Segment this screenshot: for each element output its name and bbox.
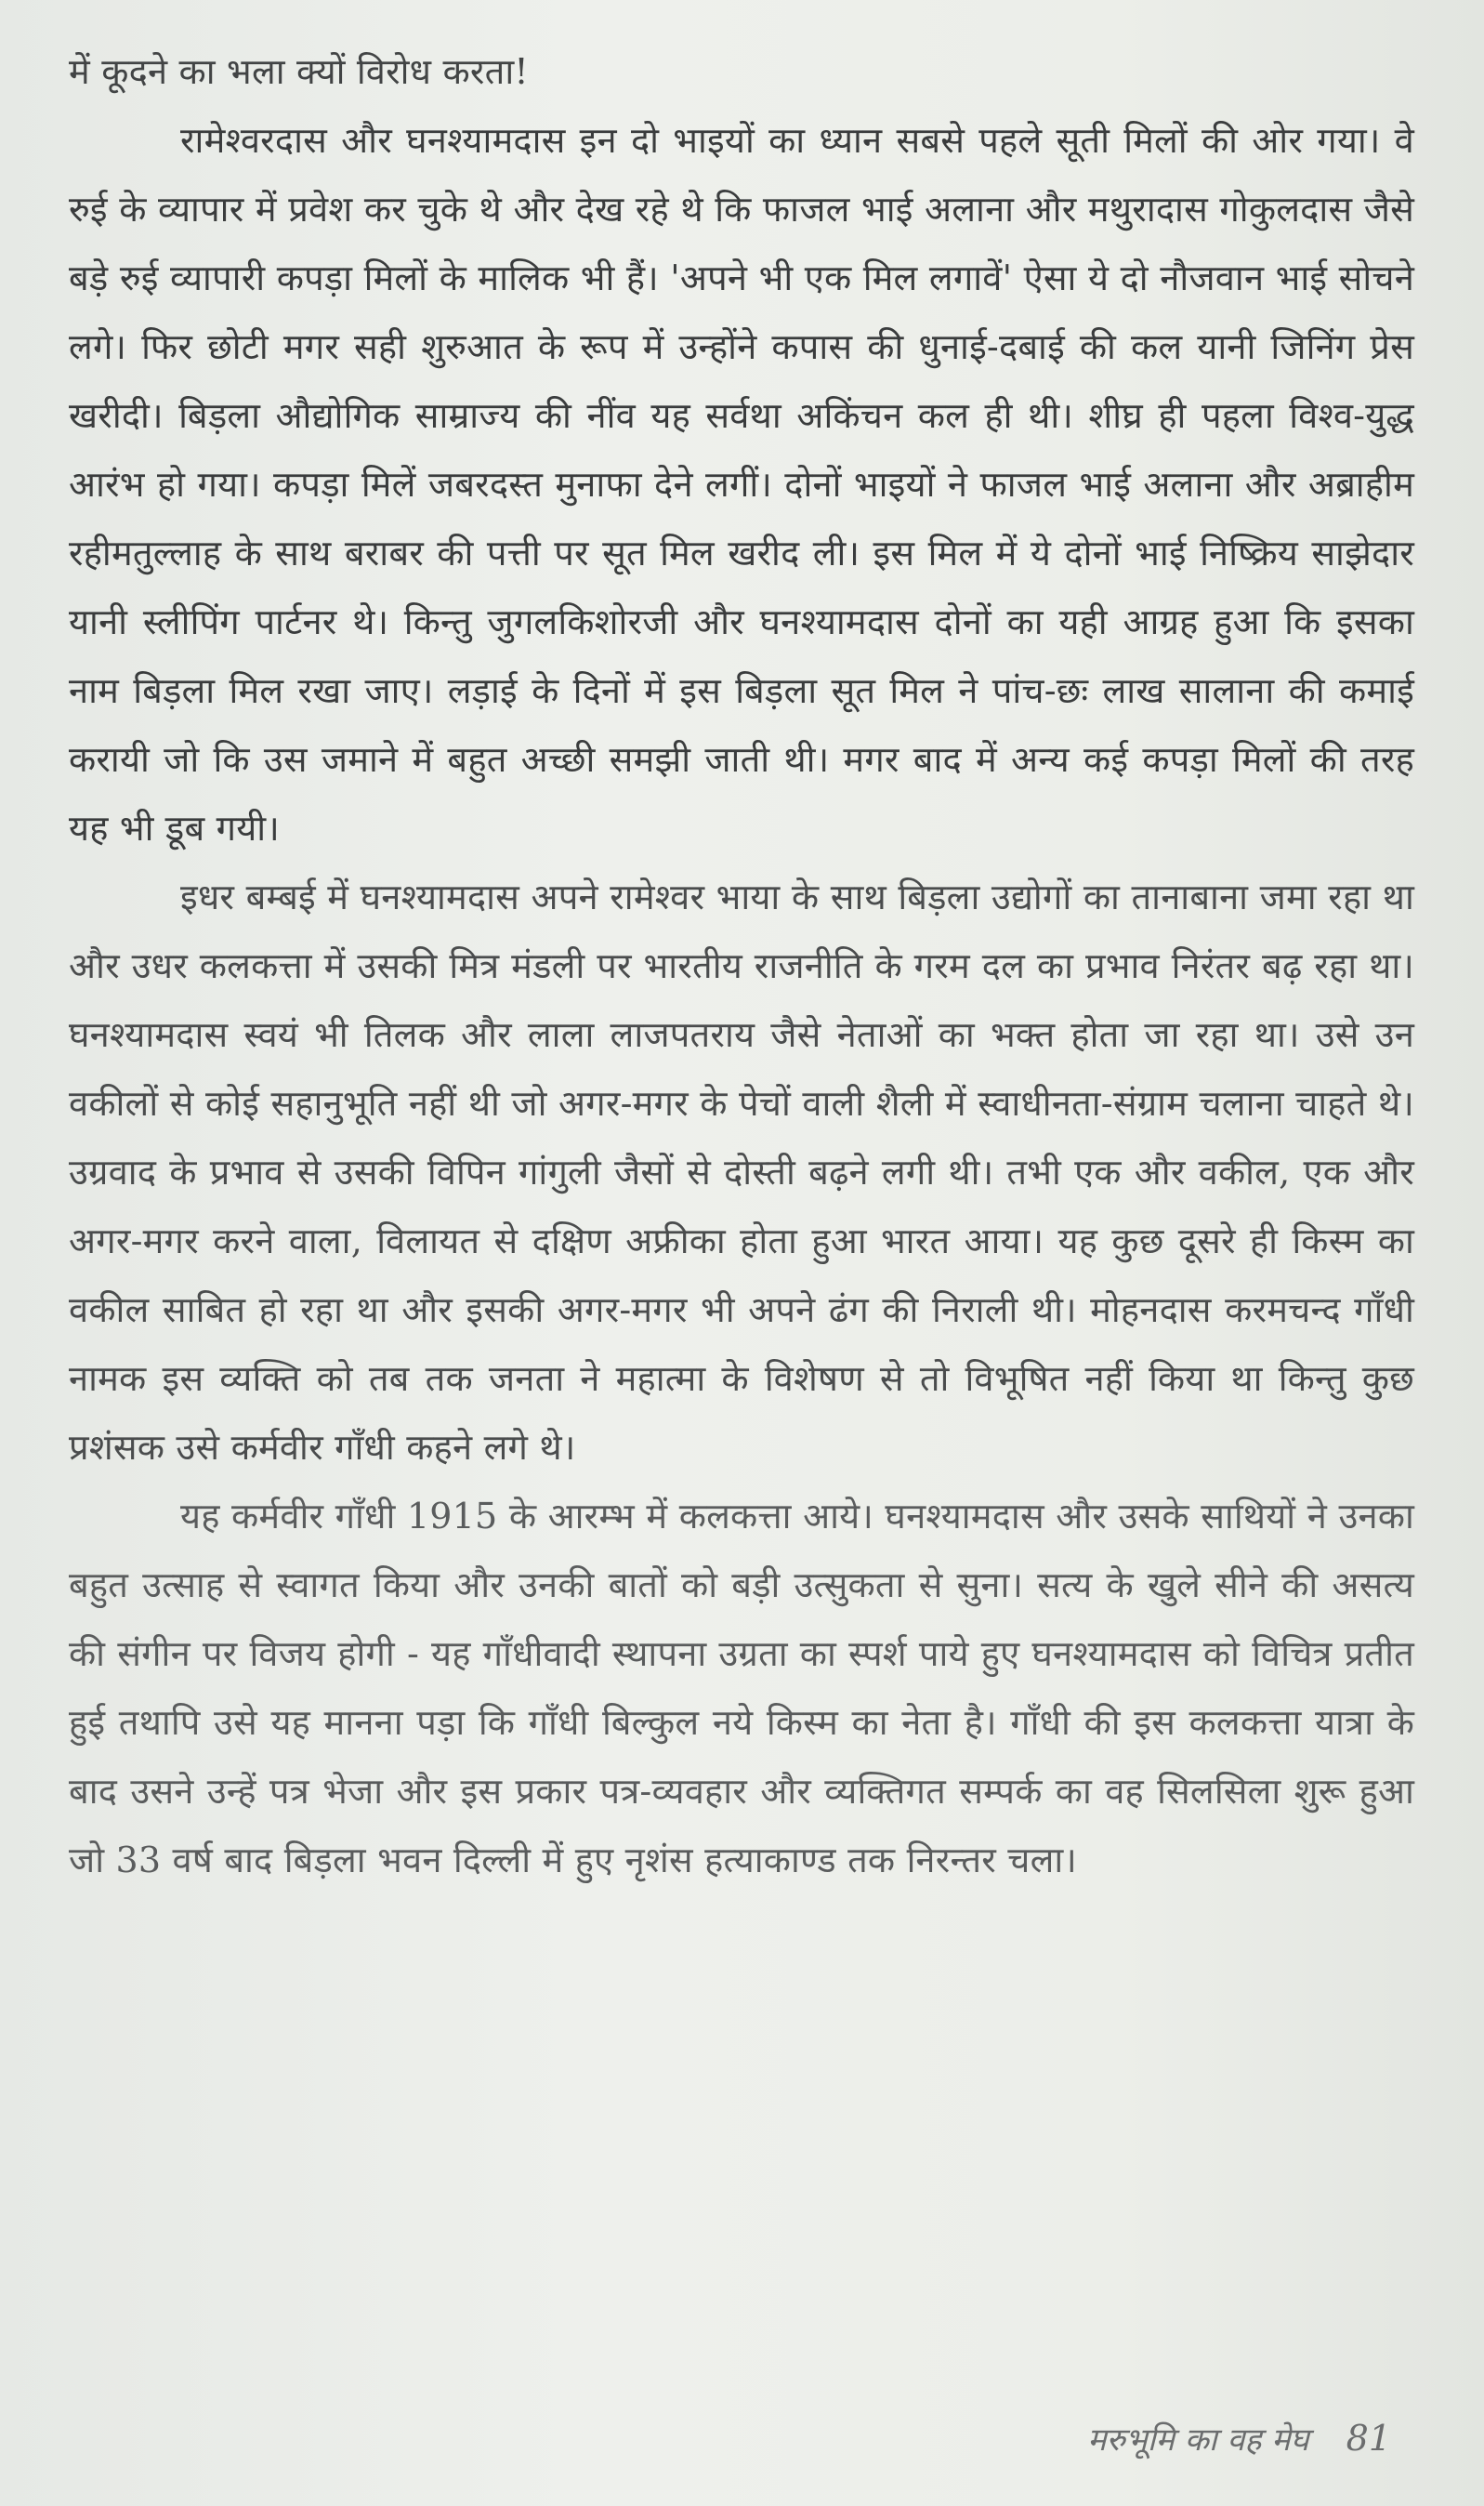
- paragraph-gandhi: यह कर्मवीर गाँधी 1915 के आरम्भ में कलकत्ता आये। घनश्यामदास और उसके साथियों ने उनका बहुत उत्साह से स्वागत किया और उनकी बातों को बड़ी उत्सुकता से सुना। सत्य के खुले सीने की असत्य की संगीन पर विजय होगी - यह गाँधीवादी स्थापना उग्रता का स्पर्श पाये हुए घनश्यामदास को विचित्र प्रतीत हुई तथापि उसे यह मानना पड़ा कि गाँधी बिल्कुल नये किस्म का नेता है। गाँधी की इस कलकत्ता यात्रा के बाद उसने उन्हें पत्र भेजा और इस प्रकार पत्र-व्यवहार और व्यक्तिगत सम्पर्क का वह सिलसिला शुरू हुआ जो 33 वर्ष बाद बिड़ला भवन दिल्ली में हुए नृशंस हत्याकाण्ड तक निरन्तर चला।: [69, 1496, 1415, 1880]
- body-text: [69, 37, 1414, 1894]
- paragraph-politics: इधर बम्बई में घनश्यामदास अपने रामेश्वर भाया के साथ बिड़ला उद्योगों का तानाबाना जमा रहा था और उधर कलकत्ता में उसकी मित्र मंडली पर भारतीय राजनीति के गरम दल का प्रभाव निरंतर बढ़ रहा था। घनश्यामदास स्वयं भी तिलक और लाला लाजपतराय जैसे नेताओं का भक्त होता जा रहा था। उसे उन वकीलों से कोई सहानुभूति नहीं थी जो अगर-मगर के पेचों वाली शैली में स्वाधीनता-संग्राम चलाना चाहते थे। उग्रवाद के प्रभाव से उसकी विपिन गांगुली जैसों से दोस्ती बढ़ने लगी थी। तभी एक और वकील, एक और अगर-मगर करने वाला, विलायत से दक्षिण अफ्रीका होता हुआ भारत आया। यह कुछ दूसरे ही किस्म का वकील साबित हो रहा था और इसकी अगर-मगर भी अपने ढंग की निराली थी। मोहनदास करमचन्द गाँधी नामक इस व्यक्ति को तब तक जनता ने महात्मा के विशेषण से तो विभूषित नहीं किया था किन्तु कुछ प्रशंसक उसे कर्मवीर गाँधी कहने लगे थे।: [69, 877, 1414, 1468]
- page-footer: [1087, 2417, 1391, 2460]
- page-number: 81: [1346, 2418, 1391, 2459]
- paragraph-continuation: में कूदने का भला क्यों विरोध करता!: [69, 51, 529, 92]
- paragraph-birla-mills: रामेश्वरदास और घनश्यामदास इन दो भाइयों का ध्यान सबसे पहले सूती मिलों की ओर गया। वे रुई के व्यापार में प्रवेश कर चुके थे और देख रहे थे कि फाजल भाई अलाना और मथुरादास गोकुलदास जैसे बड़े रुई व्यापारी कपड़ा मिलों के मालिक भी हैं। 'अपने भी एक मिल लगावें' ऐसा ये दो नौजवान भाई सोचने लगे। फिर छोटी मगर सही शुरुआत के रूप में उन्होंने कपास की धुनाई-दबाई की कल यानी जिनिंग प्रेस खरीदी। बिड़ला औद्योगिक साम्राज्य की नींव यह सर्वथा अकिंचन कल ही थी। शीघ्र ही पहला विश्व-युद्ध आरंभ हो गया। कपड़ा मिलें जबरदस्त मुनाफा देने लगीं। दोनों भाइयों ने फाजल भाई अलाना और अब्राहीम रहीमतुल्लाह के साथ बराबर की पत्ती पर सूत मिल खरीद ली। इस मिल में ये दोनों भाई निष्क्रिय साझेदार यानी स्लीपिंग पार्टनर थे। किन्तु जुगलकिशोरजी और घनश्यामदास दोनों का यही आग्रह हुआ कि इसका नाम बिड़ला मिल रखा जाए। लड़ाई के दिनों में इस बिड़ला सूत मिल ने पांच-छः लाख सालाना की कमाई करायी जो कि उस जमाने में बहुत अच्छी समझी जाती थी। मगर बाद में अन्य कई कपड़ा मिलों की तरह यह भी डूब गयी।: [69, 120, 1414, 849]
- running-title: मरुभूमि का वह मेघ: [1087, 2421, 1309, 2459]
